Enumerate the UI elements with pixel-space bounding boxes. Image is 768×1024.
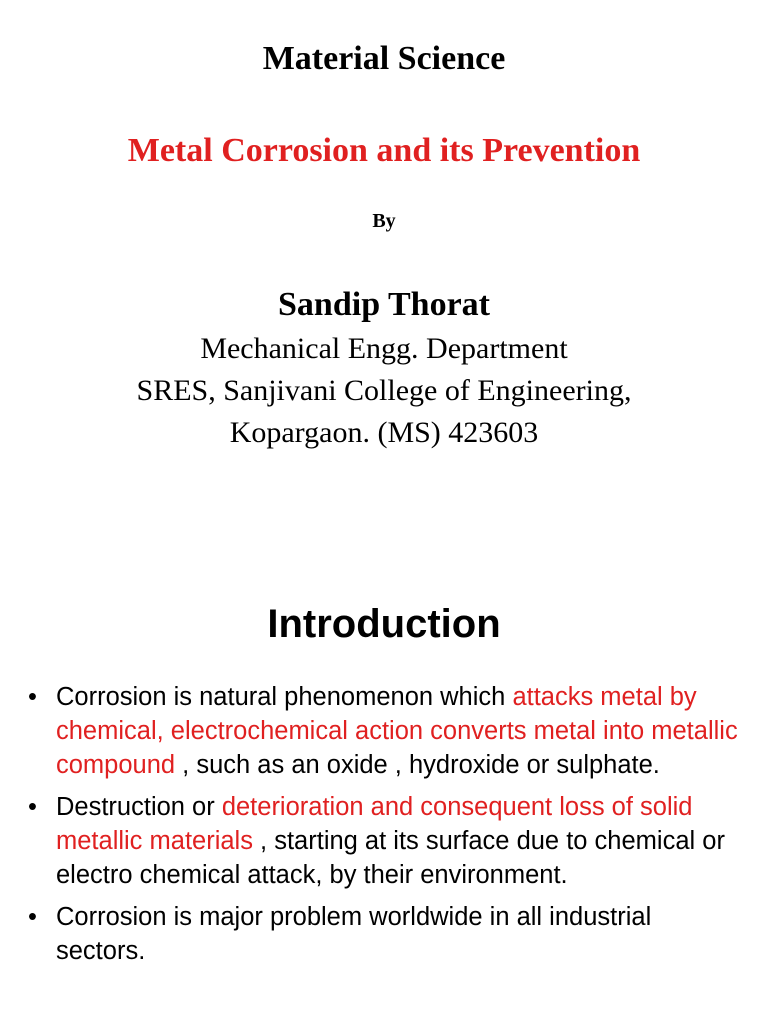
bullet-icon: • bbox=[28, 683, 37, 711]
bullet-item bbox=[28, 900, 740, 968]
bullet-text: , starting at its surface due to chemical or electro chemical attack, by their environment. bbox=[56, 827, 725, 889]
bullet-item bbox=[28, 790, 740, 892]
introduction-heading: Introduction bbox=[267, 602, 501, 646]
affiliation-college: SRES, Sanjivani College of Engineering, bbox=[136, 374, 632, 407]
bullet-text: Corrosion is major problem worldwide in all industrial sectors. bbox=[56, 903, 652, 965]
affiliation-location: Kopargaon. (MS) 423603 bbox=[229, 416, 539, 449]
bullet-icon: • bbox=[28, 903, 37, 931]
author-name: Sandip Thorat bbox=[278, 286, 490, 323]
bullet-icon: • bbox=[28, 793, 37, 821]
affiliation-department: Mechanical Engg. Department bbox=[200, 332, 568, 365]
bullet-text: , such as an oxide , hydroxide or sulphate. bbox=[175, 751, 660, 779]
bullet-item bbox=[28, 680, 740, 782]
course-title: Material Science bbox=[262, 40, 506, 77]
bullet-list bbox=[28, 680, 740, 976]
by-label: By bbox=[372, 210, 396, 232]
presentation-title: Metal Corrosion and its Prevention bbox=[127, 132, 641, 169]
introduction-slide bbox=[0, 576, 768, 1024]
bullet-highlight: deterioration and consequent loss of solid metallic materials bbox=[56, 793, 693, 855]
bullet-highlight: attacks metal by chemical, electrochemical action converts metal into metallic compound bbox=[56, 683, 738, 779]
bullet-text: Corrosion is natural phenomenon which bbox=[56, 683, 513, 711]
bullet-text: Destruction or bbox=[56, 793, 222, 821]
